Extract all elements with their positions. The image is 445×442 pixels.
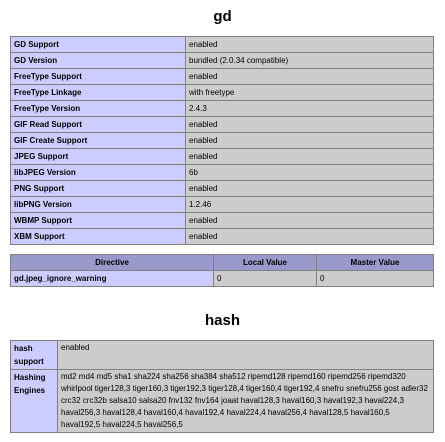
hash-info-table bbox=[10, 340, 434, 433]
row-key: libJPEG Version bbox=[11, 165, 186, 181]
row-value: enabled bbox=[186, 181, 434, 197]
table-row bbox=[11, 197, 434, 213]
table-row bbox=[11, 53, 434, 69]
table-row bbox=[11, 165, 434, 181]
master-value: 0 bbox=[317, 271, 434, 287]
row-value: enabled bbox=[58, 341, 434, 370]
row-key: WBMP Support bbox=[11, 213, 186, 229]
table-row bbox=[11, 117, 434, 133]
row-key: GIF Read Support bbox=[11, 117, 186, 133]
gd-info-table bbox=[10, 36, 434, 245]
gd-directive-table bbox=[10, 254, 434, 287]
directive-header: Directive bbox=[11, 255, 214, 271]
row-value: enabled bbox=[186, 37, 434, 53]
row-value: enabled bbox=[186, 117, 434, 133]
table-row bbox=[11, 149, 434, 165]
table-row bbox=[11, 181, 434, 197]
row-key: libPNG Version bbox=[11, 197, 186, 213]
local-value: 0 bbox=[214, 271, 317, 287]
row-value: 6b bbox=[186, 165, 434, 181]
row-key: FreeType Linkage bbox=[11, 85, 186, 101]
row-value: bundled (2.0.34 compatible) bbox=[186, 53, 434, 69]
table-row bbox=[11, 341, 434, 370]
row-key: Hashing Engines bbox=[11, 370, 58, 433]
row-key: XBM Support bbox=[11, 229, 186, 245]
table-row bbox=[11, 271, 434, 287]
row-key: hash support bbox=[11, 341, 58, 370]
row-key: FreeType Version bbox=[11, 101, 186, 117]
table-row bbox=[11, 69, 434, 85]
row-value: md2 md4 md5 sha1 sha224 sha256 sha384 sha512 ripemd128 ripemd160 ripemd256 ripemd320 whirlpool tiger128,3 tiger160,3 tiger192,3 tiger128,4 tiger160,4 tiger192,4 snefru snefru256 gost adler32 crc32 crc32b salsa10 salsa20 fnv132 fnv164 joaat haval128,3 haval160,3 haval192,3 haval224,3 haval256,3 haval128,4 haval160,4 haval192,4 haval224,4 haval256,4 haval128,5 haval160,5 haval192,5 haval224,5 haval256,5 bbox=[58, 370, 434, 433]
table-row bbox=[11, 133, 434, 149]
row-key: JPEG Support bbox=[11, 149, 186, 165]
row-key: GD Support bbox=[11, 37, 186, 53]
row-value: enabled bbox=[186, 69, 434, 85]
table-row bbox=[11, 101, 434, 117]
row-key: GD Version bbox=[11, 53, 186, 69]
table-row bbox=[11, 213, 434, 229]
row-value: with freetype bbox=[186, 85, 434, 101]
hash-section-title: hash bbox=[204, 312, 240, 329]
row-key: PNG Support bbox=[11, 181, 186, 197]
local-value-header: Local Value bbox=[214, 255, 317, 271]
table-row bbox=[11, 229, 434, 245]
table-row bbox=[11, 85, 434, 101]
row-key: GIF Create Support bbox=[11, 133, 186, 149]
row-value: enabled bbox=[186, 213, 434, 229]
table-row bbox=[11, 37, 434, 53]
master-value-header: Master Value bbox=[317, 255, 434, 271]
row-key: FreeType Support bbox=[11, 69, 186, 85]
table-row bbox=[11, 370, 434, 433]
row-value: enabled bbox=[186, 133, 434, 149]
row-value: enabled bbox=[186, 229, 434, 245]
table-header-row bbox=[11, 255, 434, 271]
row-value: 2.4.3 bbox=[186, 101, 434, 117]
directive-name: gd.jpeg_ignore_warning bbox=[11, 271, 214, 287]
row-value: enabled bbox=[186, 149, 434, 165]
row-value: 1.2.46 bbox=[186, 197, 434, 213]
gd-section-title: gd bbox=[213, 8, 232, 25]
